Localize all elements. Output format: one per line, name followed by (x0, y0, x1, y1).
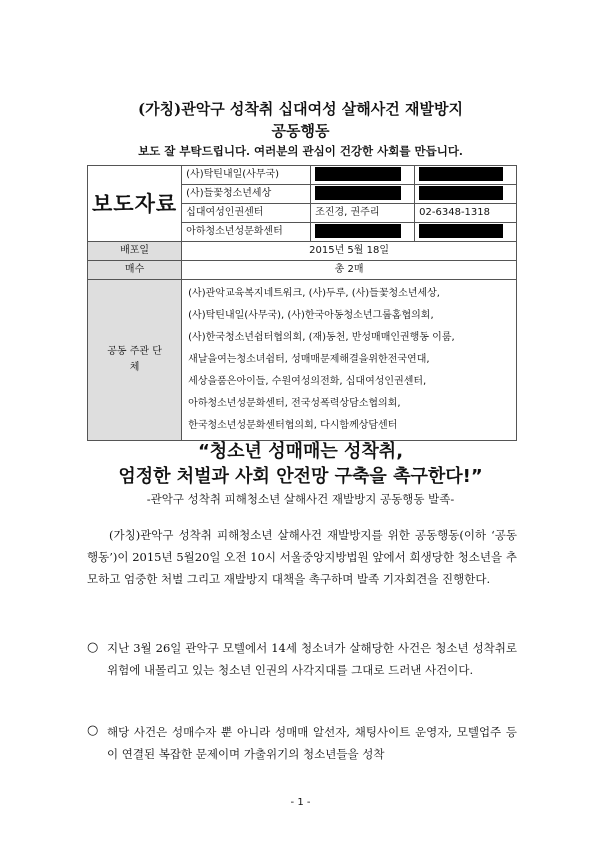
contact-phone-redacted (415, 166, 517, 185)
host-orgs-line: 새날을여는청소녀쉼터, 성매매문제해결을위한전국연대, (188, 354, 430, 365)
contact-org: (사)들꽃청소년세상 (182, 185, 311, 204)
host-orgs-line: 세상을품은아이들, 수원여성의전화, 십대여성인권센터, (188, 376, 427, 387)
host-orgs-line: 아하청소년성문화센터, 전국성폭력상담소협의회, (188, 398, 401, 409)
contact-name-redacted (311, 166, 415, 185)
press-release-label: 보도자료 (88, 166, 182, 242)
document-title-line2: 공동행동 (271, 122, 330, 140)
contact-name-redacted (311, 185, 415, 204)
body-paragraph-intro: (가칭)관악구 성착취 피해청소년 살해사건 재발방지를 위한 공동행동(이하 ‘공동행동’)이 2015년 5월20일 오전 10시 서울중앙지방법원 앞에서 희생당한 청소년을 추모하고 엄중한 처벌 그리고 재발방지 대책을 촉구하며 발족 기자회견을 진행한다. (87, 528, 517, 586)
host-orgs-line: (사)관악교육복지네트워크, (사)두루, (사)들꽃청소년세상, (188, 288, 440, 299)
bullet-icon: ○ (87, 723, 99, 738)
host-orgs-line: 한국청소년성문화센터협의회, 다시함께상담센터 (188, 420, 398, 431)
release-date-label: 배포일 (88, 242, 182, 261)
body-paragraph-bullet2: 해당 사건은 성매수자 뿐 아니라 성매매 알선자, 채팅사이트 운영자, 모텔업주 등이 연결된 복잡한 문제이며 가출위기의 청소년들을 성착 (107, 725, 517, 761)
host-orgs-list (182, 280, 517, 441)
bullet-icon: ○ (87, 640, 99, 655)
host-orgs-line: (사)탁틴내일(사무국), (사)한국아동청소년그룹홈협의회, (188, 310, 434, 321)
contact-phone-redacted (415, 223, 517, 242)
contact-org: 아하청소년성문화센터 (182, 223, 311, 242)
page-count-label: 매수 (88, 261, 182, 280)
contact-phone: 02-6348-1318 (415, 204, 517, 223)
press-request-line: 보도 잘 부탁드립니다. 여러분의 관심이 건강한 사회를 만듭니다. (138, 144, 463, 158)
host-orgs-line: (사)한국청소년쉼터협의회, (재)동천, 반성매매인권행동 이룸, (188, 332, 455, 343)
contact-name-redacted (311, 223, 415, 242)
release-date-value: 2015년 5월 18일 (182, 242, 517, 261)
contact-org: (사)탁틴내일(사무국) (182, 166, 311, 185)
contact-org: 십대여성인권센터 (182, 204, 311, 223)
document-title-line1: (가칭)관악구 성착취 십대여성 살해사건 재발방지 (138, 100, 463, 118)
page-count-value: 총 2매 (182, 261, 517, 280)
page-number: - 1 - (290, 797, 311, 808)
headline-line2: 엄정한 처벌과 사회 안전망 구축을 촉구한다!” (118, 466, 483, 487)
headline-subtitle: -관악구 성착취 피해청소년 살해사건 재발방지 공동행동 발족- (146, 492, 455, 506)
press-release-table (87, 165, 517, 441)
headline-line1: “청소년 성매매는 성착취, (197, 441, 404, 462)
host-orgs-label: 공동 주관 단체 (88, 280, 182, 441)
body-paragraph-bullet1: 지난 3월 26일 관악구 모텔에서 14세 청소녀가 살해당한 사건은 청소년 성착취로 위험에 내몰리고 있는 청소년 인권의 사각지대를 그대로 드러낸 사건이다. (107, 641, 517, 677)
contact-phone-redacted (415, 185, 517, 204)
contact-name: 조진경, 권주리 (311, 204, 415, 223)
